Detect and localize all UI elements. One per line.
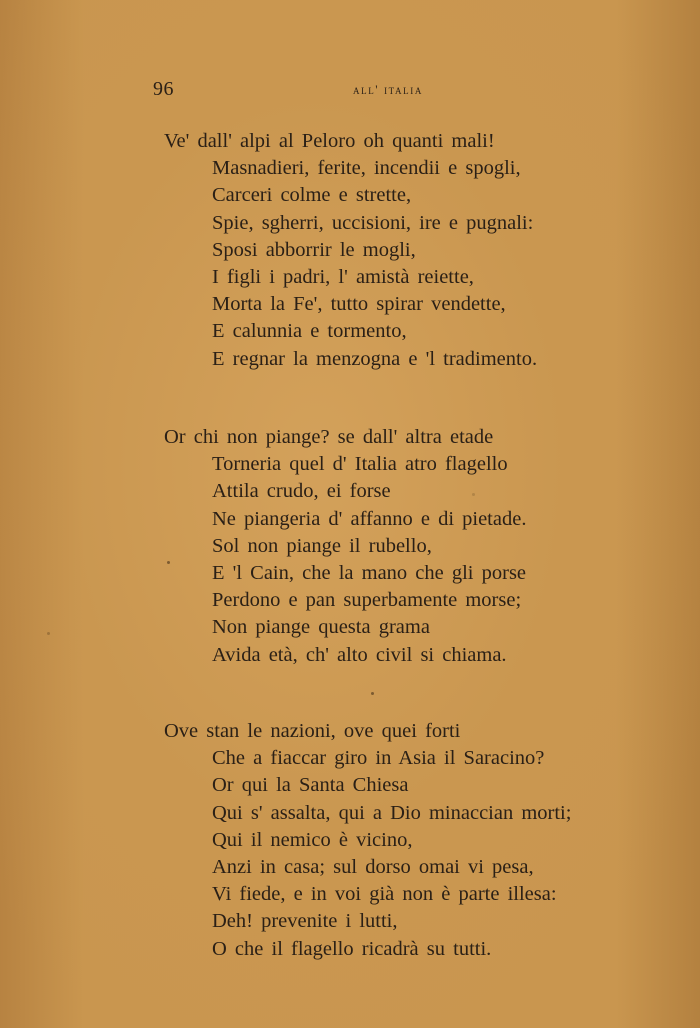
paper-speck <box>47 632 50 635</box>
verse-line: I figli i padri, l' amistà reiette, <box>212 265 474 288</box>
stanza-1 <box>164 128 634 373</box>
verse-line: Qui s' assalta, qui a Dio minaccian morti; <box>212 801 572 824</box>
verse-line: Sposi abborrir le mogli, <box>212 238 416 261</box>
verse-line: Torneria quel d' Italia atro flagello <box>212 453 508 476</box>
verse-line: Qui il nemico è vicino, <box>212 828 413 851</box>
verse-line: Non piange questa grama <box>212 616 430 639</box>
verse-line: E 'l Cain, che la mano che gli porse <box>212 561 527 584</box>
paper-speck <box>371 692 374 695</box>
verse-line: Carceri colme e strette, <box>212 184 412 207</box>
verse-line: Perdono e pan superbamente morse; <box>212 589 522 612</box>
verse-line: Vi fiede, e in voi già non è parte illesa: <box>212 883 557 906</box>
verse-line: Ne piangeria d' affanno e di pietade. <box>212 507 527 530</box>
verse-line: Ove stan le nazioni, ove quei forti <box>164 720 461 742</box>
paper-speck <box>167 561 170 564</box>
verse-line: Ve' dall' alpi al Peloro oh quanti mali! <box>164 130 495 152</box>
verse-line: Morta la Fe', tutto spirar vendette, <box>212 293 506 316</box>
paper-speck <box>472 493 475 496</box>
page-number: 96 <box>153 78 174 100</box>
verse-line: Attila crudo, ei forse <box>212 480 391 503</box>
verse-line: O che il flagello ricadrà su tutti. <box>212 937 492 960</box>
verse-line: Anzi in casa; sul dorso omai vi pesa, <box>212 855 534 878</box>
verse-line: Masnadieri, ferite, incendii e spogli, <box>212 157 521 180</box>
verse-line: E regnar la menzogna e 'l tradimento. <box>212 347 538 370</box>
stanza-2 <box>164 424 634 669</box>
verse-line: Or chi non piange? se dall' altra etade <box>164 426 494 448</box>
verse-line: E calunnia e tormento, <box>212 320 407 343</box>
verse-line: Che a fiaccar giro in Asia il Saracino? <box>212 747 545 770</box>
verse-line: Or qui la Santa Chiesa <box>212 774 409 797</box>
page-header <box>153 78 553 102</box>
verse-line: Avida età, ch' alto civil si chiama. <box>212 643 507 666</box>
stanza-3 <box>164 718 634 963</box>
verse-line: Sol non piange il rubello, <box>212 534 432 557</box>
verse-line: Deh! prevenite i lutti, <box>212 910 398 933</box>
verse-line: Spie, sgherri, uccisioni, ire e pugnali: <box>212 211 534 234</box>
running-title: all' italia <box>353 82 423 97</box>
